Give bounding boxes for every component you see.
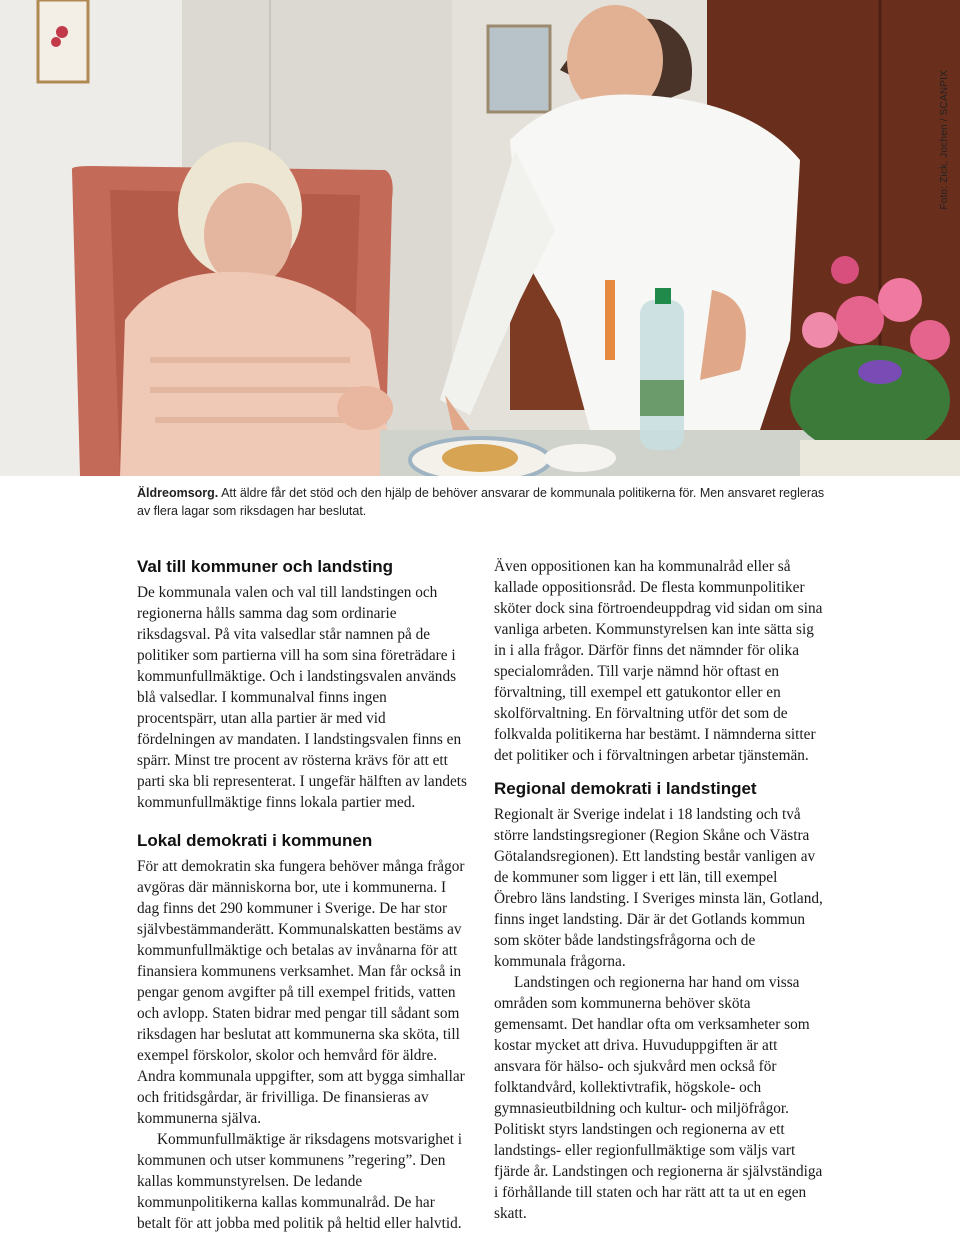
paragraph-opposition: Även oppositionen kan ha kommunalråd eller så kallade oppositionsråd. De flesta kommunpolitiker sköter dock sina förtroendeuppdrag vid sidan om sina vanliga arbeten. Kommunstyrelsen kan inte sätta sig in i alla frågor. Därför finns det nämnder för olika specialområden. Till varje nämnd hör oftast en förvaltning, till exempel ett gatukontor eller en skolförvaltning. En förvaltning utför det som de folkvalda politikerna har bestämt. I nämnderna sitter det politiker och i förvaltningen arbetar tjänstemän. <box>494 558 823 764</box>
photo-credit: Foto: Zick, Jochen / SCANPIX <box>939 70 950 210</box>
elderly-care-photo <box>0 0 960 476</box>
heading-val: Val till kommuner och landsting <box>137 557 393 576</box>
paragraph-regional-1: Regionalt är Sverige indelat i 18 landsting och två större landstingsregioner (Region Skåne och Västra Götalandsregionen). Ett landsting består vanligen av de kommuner som ligger i ett län, till exempel Örebro läns landsting. I Sveriges minsta län, Gotland, finns inget landsting. Där är det Gotlands kommun som sköter både landstingsfrågorna och de kommunala frågorna. <box>494 806 823 970</box>
paragraph-val: De kommunala valen och val till landstingen och regionerna hålls samma dag som ordinarie riksdagsval. På vita valsedlar står namnen på de politiker som partierna vill ha som sina företrädare i kommunfullmäktige. Och i landstingsvalen används blå valsedlar. I kommunalval finns ingen procentspärr, utan alla partier är med vid fördelningen av mandaten. I landstingsvalen finns en spärr. Minst tre procent av rösterna krävs för att ett parti ska bli representerat. I ungefär hälften av landets kommunfullmäktige finns lokala partier med. <box>137 584 468 811</box>
photo-caption <box>137 484 837 520</box>
left-column <box>137 556 467 1234</box>
heading-regional: Regional demokrati i landstinget <box>494 779 757 798</box>
paragraph-lokal-2: Kommunfullmäktige är riksdagens motsvarighet i kommunen och utser kommunens ”regering”. Den kallas kommunstyrelsen. De ledande kommunpolitikerna kallas kommunalråd. De har betalt för att jobba med politik på heltid eller halvtid. <box>137 1131 463 1232</box>
paragraph-lokal-1: För att demokratin ska fungera behöver många frågor avgöras där människorna bor, ute i kommunerna. I dag finns det 290 kommuner i Sverige. De har stor självbestämmanderätt. Kommunalskatten bestäms av kommunfullmäktige och betalas av invånarna för att finansiera kommunens verksamhet. Man får också in pengar genom avgifter på till exempel fritids, vatten och avlopp. Staten bidrar med pengar till sådant som riksdagen har beslutat att kommunerna ska sköta, till exempel förskolor, skolor och hemvård för äldre. Andra kommunala uppgifter, som att bygga simhallar och fritidsgårdar, är frivilliga. De finansieras av kommunerna själva. <box>137 858 465 1127</box>
right-column <box>494 556 824 1224</box>
paragraph-regional-2: Landstingen och regionerna har hand om vissa områden som kommunerna behöver sköta gemensamt. Det handlar ofta om verksamheter som kostar mycket att driva. Huvuduppgiften är att ansvara för hälso- och sjukvård men också för folktandvård, kollektivtrafik, högskole- och gymnasieutbildning och kultur- och miljöfrågor. Politiskt styrs landstingen och regionerna av ett landstings- eller regionfullmäktige som väljs vart fjärde år. Landstingen och regionerna är självständiga i förhållande till staten och har rätt att ta ut en egen skatt. <box>494 974 823 1222</box>
heading-lokal: Lokal demokrati i kommunen <box>137 831 373 850</box>
caption-text: Att äldre får det stöd och den hjälp de behöver ansvarar de kommunala politikerna för. Men ansvaret regleras av flera lagar som riksdagen har beslutat. <box>137 486 825 518</box>
caption-title: Äldreomsorg. <box>137 486 219 500</box>
